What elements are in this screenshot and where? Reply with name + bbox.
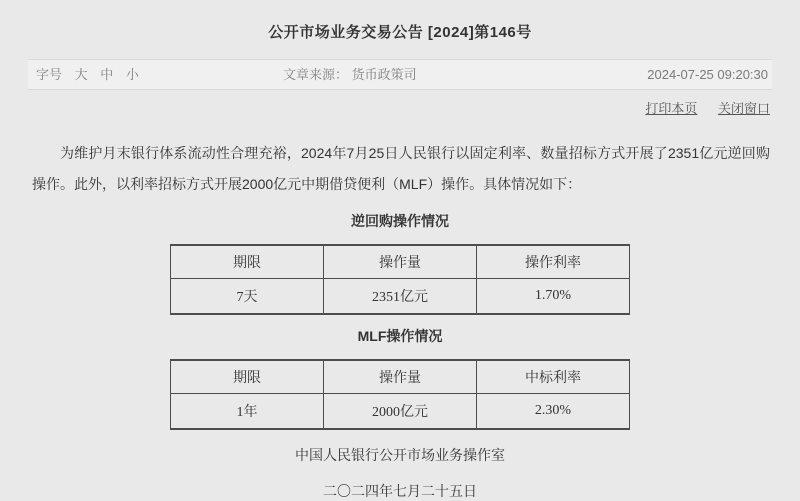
font-size-medium-button[interactable]: 中 (100, 67, 114, 82)
table-row (171, 393, 630, 429)
close-window-link[interactable]: 关闭窗口 (717, 101, 770, 116)
rate-cell: 2.30% (477, 393, 630, 429)
table-header-row (171, 360, 630, 393)
announcement-date-chinese: 二〇二四年七月二十五日 (323, 483, 477, 499)
page-actions (28, 90, 772, 117)
font-size-small-button[interactable]: 小 (125, 67, 139, 82)
table-header-row (171, 245, 630, 278)
term-cell: 7天 (171, 278, 324, 314)
announcement-paragraph: 为维护月末银行体系流动性合理充裕，2024年7月25日人民银行以固定利率、数量招标方式开展了2351亿元逆回购操作。此外，以利率招标方式开展2000亿元中期借贷便利（MLF）操作。具体情况如下： (32, 145, 770, 192)
page-title: 公开市场业务交易公告 [2024]第146号 (268, 24, 532, 41)
term-cell: 1年 (171, 393, 324, 429)
reverse-repo-table (170, 244, 630, 315)
publish-datetime: 2024-07-25 09:20:30 (647, 67, 768, 82)
font-size-label: 字号 (36, 67, 63, 82)
volume-cell: 2351亿元 (324, 278, 477, 314)
column-header-volume: 操作量 (324, 360, 477, 393)
article-source-label: 文章来源： (283, 67, 349, 82)
mlf-table (170, 359, 630, 430)
mlf-table-caption: MLF操作情况 (357, 328, 443, 344)
issuing-office-signature: 中国人民银行公开市场业务操作室 (295, 447, 505, 463)
font-size-controls (36, 60, 139, 89)
table-row (171, 278, 630, 314)
column-header-term: 期限 (171, 245, 324, 278)
article-source-value: 货币政策司 (351, 67, 417, 82)
column-header-rate: 操作利率 (477, 245, 630, 278)
column-header-volume: 操作量 (324, 245, 477, 278)
column-header-winning-rate: 中标利率 (477, 360, 630, 393)
reverse-repo-table-caption: 逆回购操作情况 (351, 213, 449, 229)
meta-bar (28, 59, 772, 90)
article-source (283, 60, 417, 89)
print-page-link[interactable]: 打印本页 (645, 101, 698, 116)
rate-cell: 1.70% (477, 278, 630, 314)
volume-cell: 2000亿元 (324, 393, 477, 429)
column-header-term: 期限 (171, 360, 324, 393)
font-size-big-button[interactable]: 大 (74, 67, 88, 82)
